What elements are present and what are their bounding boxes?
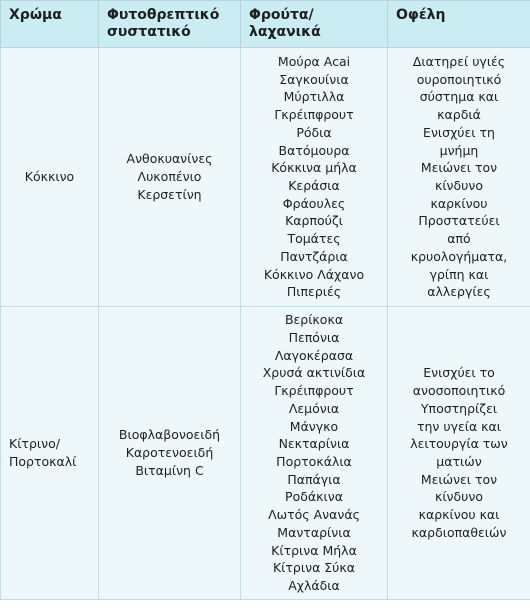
cell-line: Παντζάρια xyxy=(280,248,348,264)
cell-line: Πεπόνια xyxy=(288,330,340,346)
cell-line: από xyxy=(447,231,471,247)
cell-line: Ρόδια xyxy=(296,124,332,140)
cell-line: Καροτενοειδή xyxy=(125,445,214,461)
cell-produce xyxy=(241,48,388,307)
cell-line: Γκρέιπφρουτ xyxy=(274,383,354,399)
header-benefits: Οφέλη xyxy=(388,1,530,48)
cell-line: Μανταρίνια xyxy=(277,524,351,540)
cell-line: Μειώνει τον xyxy=(420,160,498,176)
cell-line: σύστημα και xyxy=(419,89,499,105)
cell-line: καρκίνου xyxy=(430,195,488,211)
cell-line: Χρυσά ακτινίδια xyxy=(262,365,366,381)
cell-line: ματιών xyxy=(436,454,482,469)
cell-line: Μούρα Acai xyxy=(277,54,351,70)
cell-line: καρκίνου και xyxy=(418,507,500,523)
cell-line: Ανθοκυανίνες xyxy=(126,151,213,167)
cell-line: Φράουλες xyxy=(282,195,346,211)
cell-phytonutrients xyxy=(99,307,241,600)
cell-line: Λυκοπένιο xyxy=(137,169,202,185)
cell-line: κίνδυνο xyxy=(434,489,484,505)
cell-line: Παπάγια xyxy=(287,471,341,487)
header-phytonutrient: Φυτοθρεπτικό συστατικό xyxy=(99,1,241,48)
cell-line: Μάνγκο xyxy=(289,418,339,434)
cell-line: Υποστηρίζει xyxy=(420,400,498,416)
header-row xyxy=(1,1,530,48)
cell-line: Προστατεύει xyxy=(418,213,500,229)
cell-color: Κίτρινο/ Πορτοκαλί xyxy=(1,307,99,600)
cell-line: Κεράσια xyxy=(288,178,340,193)
cell-line: Γκρέιπφρουτ xyxy=(274,107,354,123)
cell-line: Αχλάδια xyxy=(288,577,340,593)
cell-line: Ενισχύει τη xyxy=(423,124,495,140)
cell-line: Βατόμουρα xyxy=(278,142,350,158)
cell-line: Διατηρεί υγιές xyxy=(412,54,506,70)
cell-line: Μειώνει τον xyxy=(420,471,498,487)
cell-line: γρίπη και xyxy=(429,266,489,282)
cell-line: Κίτρινα Μήλα xyxy=(271,542,357,558)
table-row xyxy=(1,307,530,600)
cell-line: Κόκκινο Λάχανο xyxy=(263,266,365,282)
cell-line: κρυολογήματα, xyxy=(410,248,508,264)
cell-line: Βερίκοκα xyxy=(284,312,344,328)
cell-produce xyxy=(241,307,388,600)
cell-phytonutrients xyxy=(99,48,241,307)
cell-line: Κίτρινα Σύκα xyxy=(272,560,356,576)
cell-line: ουροποιητικό xyxy=(416,71,502,87)
table-row xyxy=(1,48,530,307)
table-body xyxy=(1,48,530,600)
cell-line: κίνδυνο xyxy=(434,178,484,193)
cell-line: Ενισχύει το xyxy=(423,365,495,381)
cell-line: Τομάτες xyxy=(287,231,341,247)
cell-line: καρδιά xyxy=(437,107,481,123)
cell-line: Νεκταρίνια xyxy=(278,436,350,452)
cell-line: Καρπούζι xyxy=(285,213,343,229)
cell-line: Πορτοκάλια xyxy=(276,454,352,469)
cell-line: Σαγκουίνια xyxy=(279,71,349,87)
cell-line: καρδιοπαθειών xyxy=(411,524,507,540)
cell-line: Μύρτιλλα xyxy=(283,89,345,105)
cell-line: Βιταμίνη C xyxy=(135,462,204,478)
header-produce: Φρούτα/ λαχανικά xyxy=(241,1,388,48)
cell-line: Κόκκινα μήλα xyxy=(271,160,357,176)
header-color: Χρώμα xyxy=(1,1,99,48)
cell-line: Ροδάκινα xyxy=(285,489,343,505)
cell-color: Κόκκινο xyxy=(1,48,99,307)
cell-benefits xyxy=(388,48,530,307)
cell-benefits xyxy=(388,307,530,600)
cell-line: λειτουργία των xyxy=(410,436,508,452)
cell-line: την υγεία και xyxy=(416,418,502,434)
cell-line: Πιπεριές xyxy=(286,284,342,300)
cell-line: μνήμη xyxy=(439,142,479,158)
table-header xyxy=(1,1,530,48)
cell-line: Λαγοκέρασα xyxy=(274,347,354,363)
cell-line: Λεμόνια xyxy=(288,400,340,416)
cell-line: Λωτός Ανανάς xyxy=(268,507,360,523)
cell-line: Βιοφλαβονοειδή xyxy=(118,427,221,443)
cell-line: αλλεργίες xyxy=(427,284,491,300)
cell-line: Κερσετίνη xyxy=(137,186,202,202)
cell-line: ανοσοποιητικό xyxy=(412,383,506,399)
